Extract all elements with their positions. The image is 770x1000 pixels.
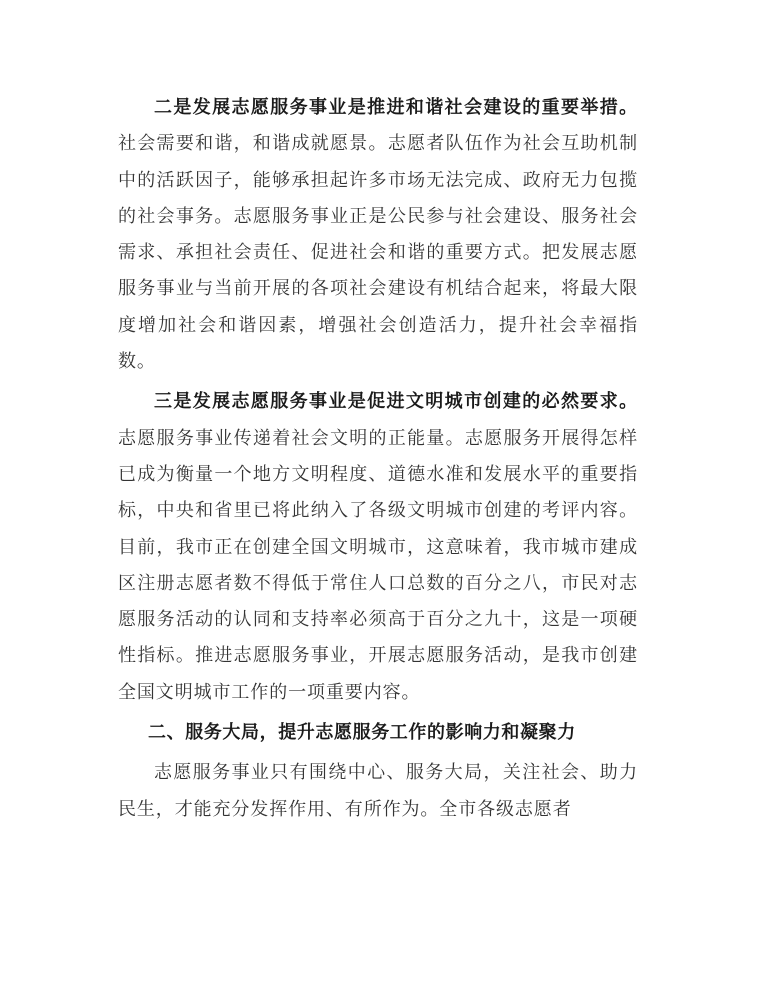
paragraph-text: 志愿服务事业传递着社会文明的正能量。志愿服务开展得怎样已成为衡量一个地方文明程度、道德水准和发展水平的重要指标，中央和省里已将此纳入了各级文明城市创建的考评内容。目前，我市正在创建全国文明城市，这意味着，我市城市建成区注册志愿者数不得低于常住人口总数的百分之八，市民对志愿服务活动的认同和支持率必须高于百分之九十，这是一项硬性指标。推进志愿服务事业，开展志愿服务活动，是我市创建全国文明城市工作的一项重要内容。 — [118, 427, 638, 703]
paragraph-text: 志愿服务事业只有围绕中心、服务大局，关注社会、助力民生，才能充分发挥作用、有所作为。全市各级志愿者 — [118, 762, 638, 820]
paragraph-serve-overall — [118, 755, 638, 828]
paragraph-lead: 二是发展志愿服务事业是推进和谐社会建设的重要举措。 — [154, 97, 638, 118]
paragraph-lead: 三是发展志愿服务事业是促进文明城市创建的必然要求。 — [154, 391, 638, 413]
document-body — [118, 90, 638, 828]
paragraph-harmonious-society — [118, 90, 638, 380]
paragraph-text: 社会需要和谐，和谐成就愿景。志愿者队伍作为社会互助机制中的活跃因子，能够承担起许多市场无法完成、政府无力包揽的社会事务。志愿服务事业正是公民参与社会建设、服务社会需求、承担社会责任、促进社会和谐的重要方式。把发展志愿服务事业与当前开展的各项社会建设有机结合起来，将最大限度增加社会和谐因素，增强社会创造活力，提升社会幸福指数。 — [118, 133, 638, 373]
section-heading: 二、服务大局，提升志愿服务工作的影响力和凝聚力 — [148, 722, 576, 744]
paragraph-civilized-city — [118, 384, 638, 711]
